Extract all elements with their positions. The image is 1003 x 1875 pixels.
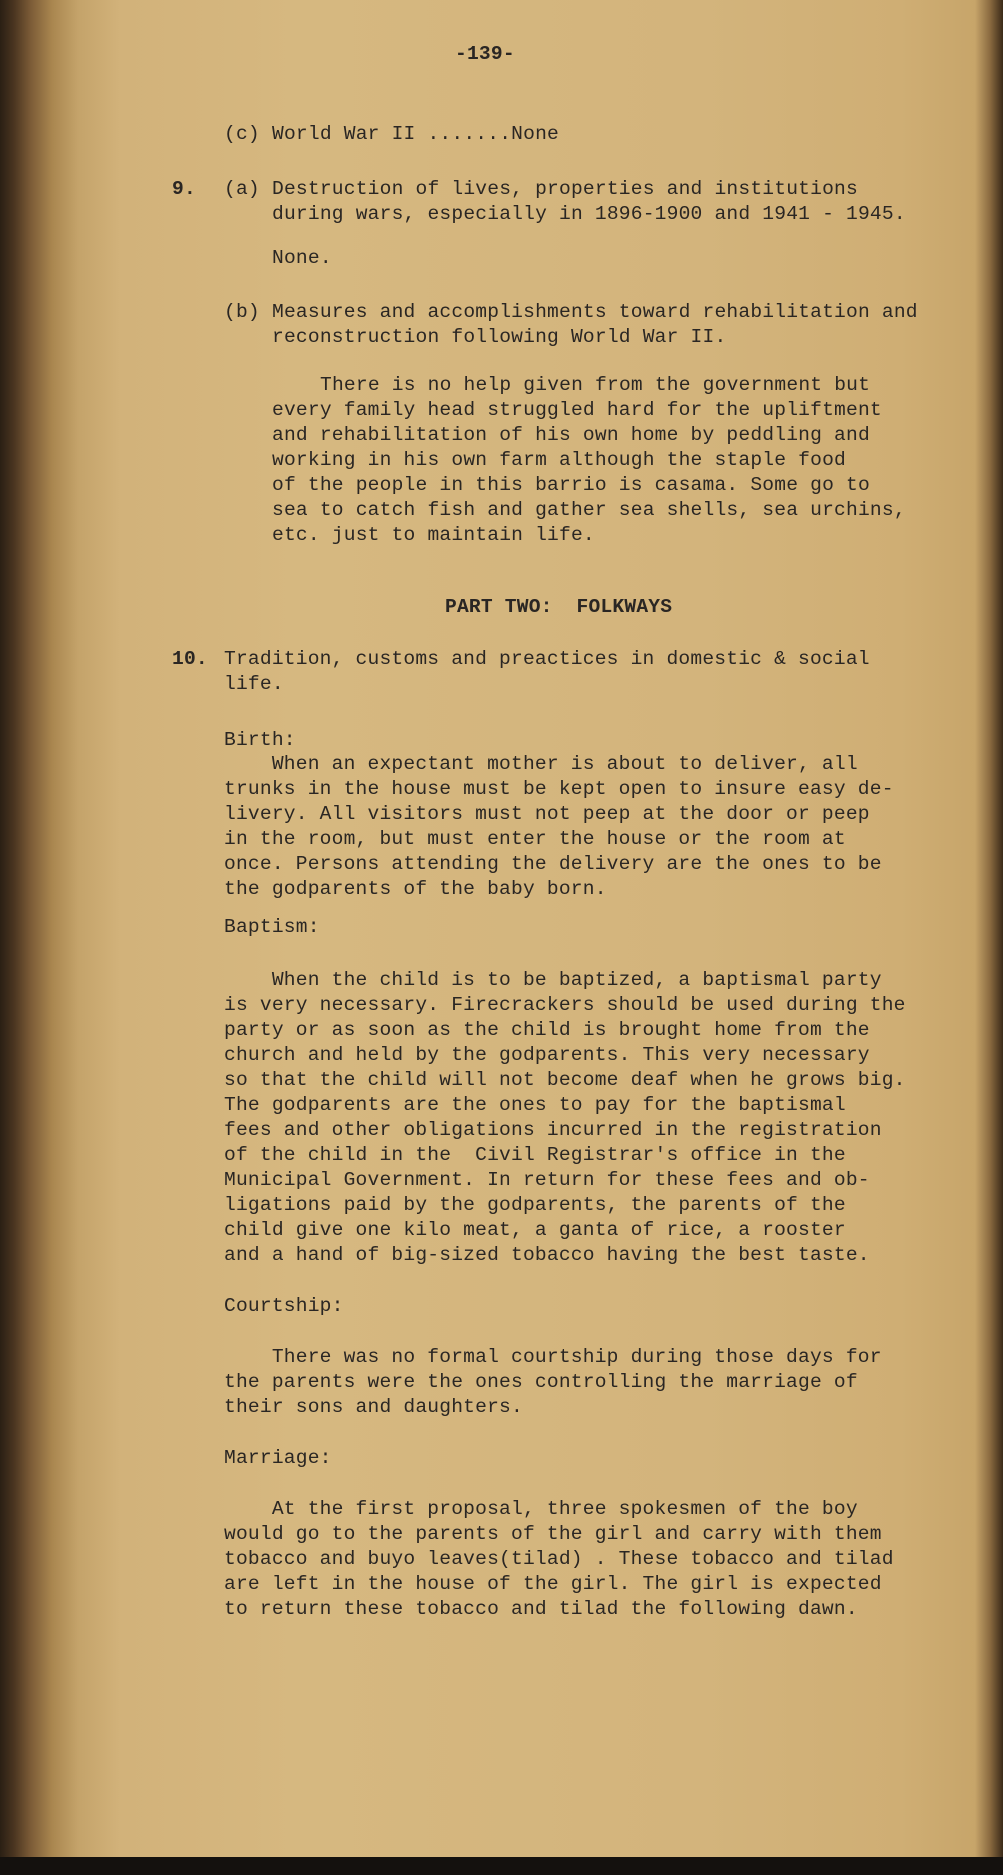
item-9a-line: during wars, especially in 1896-1900 and 1941 - 1945. xyxy=(272,203,906,225)
baptism-line: is very necessary. Firecrackers should be used during the xyxy=(224,994,906,1016)
baptism-line: Municipal Government. In return for these fees and ob- xyxy=(224,1169,870,1191)
baptism-line: church and held by the godparents. This very necessary xyxy=(224,1044,870,1066)
item-10-number: 10. xyxy=(172,648,208,670)
item-9b-answer-line: of the people in this barrio is casama. Some go to xyxy=(272,474,870,496)
item-9b-answer-line: working in his own farm although the staple food xyxy=(272,449,846,471)
birth-heading: Birth: xyxy=(224,729,296,751)
baptism-line: of the child in the Civil Registrar's office in the xyxy=(224,1144,846,1166)
marriage-line: are left in the house of the girl. The girl is expected xyxy=(224,1573,882,1595)
birth-line: When an expectant mother is about to deliver, all xyxy=(224,753,858,775)
marriage-line: At the first proposal, three spokesmen of the boy xyxy=(224,1498,858,1520)
baptism-line: party or as soon as the child is brought home from the xyxy=(224,1019,870,1041)
birth-line: once. Persons attending the delivery are the ones to be xyxy=(224,853,882,875)
baptism-heading: Baptism: xyxy=(224,916,320,938)
courtship-heading: Courtship: xyxy=(224,1295,344,1317)
item-c-label: (c) xyxy=(224,123,260,145)
item-9b-line: reconstruction following World War II. xyxy=(272,326,727,348)
baptism-line: child give one kilo meat, a ganta of rice, a rooster xyxy=(224,1219,846,1241)
birth-line: the godparents of the baby born. xyxy=(224,878,607,900)
item-9a-line: Destruction of lives, properties and institutions xyxy=(272,178,858,200)
baptism-line: fees and other obligations incurred in the registration xyxy=(224,1119,882,1141)
birth-line: livery. All visitors must not peep at the door or peep xyxy=(224,803,870,825)
item-9b-answer-line: sea to catch fish and gather sea shells, sea urchins, xyxy=(272,499,906,521)
item-9b-line: Measures and accomplishments toward rehabilitation and xyxy=(272,301,918,323)
marriage-heading: Marriage: xyxy=(224,1447,332,1469)
item-9b-label: (b) xyxy=(224,301,260,323)
item-9b-answer-line: There is no help given from the government but xyxy=(320,374,871,396)
item-10-line: life. xyxy=(224,673,284,695)
marriage-line: to return these tobacco and tilad the following dawn. xyxy=(224,1598,858,1620)
item-9a-answer: None. xyxy=(272,247,332,269)
courtship-line: their sons and daughters. xyxy=(224,1396,523,1418)
baptism-line: ligations paid by the godparents, the parents of the xyxy=(224,1194,846,1216)
item-10-line: Tradition, customs and preactices in domestic & social xyxy=(224,648,870,670)
item-9b-answer-line: etc. just to maintain life. xyxy=(272,524,595,546)
part-two-heading: PART TWO: FOLKWAYS xyxy=(445,596,673,618)
baptism-line: and a hand of big-sized tobacco having the best taste. xyxy=(224,1244,870,1266)
item-9a-label: (a) xyxy=(224,178,260,200)
birth-line: in the room, but must enter the house or the room at xyxy=(224,828,846,850)
courtship-line: the parents were the ones controlling the marriage of xyxy=(224,1371,858,1393)
baptism-line: The godparents are the ones to pay for the baptismal xyxy=(224,1094,846,1116)
courtship-line: There was no formal courtship during those days for xyxy=(224,1346,882,1368)
marriage-line: tobacco and buyo leaves(tilad) . These tobacco and tilad xyxy=(224,1548,894,1570)
baptism-line: so that the child will not become deaf when he grows big. xyxy=(224,1069,906,1091)
marriage-line: would go to the parents of the girl and carry with them xyxy=(224,1523,882,1545)
birth-line: trunks in the house must be kept open to insure easy de- xyxy=(224,778,894,800)
item-9b-answer-line: every family head struggled hard for the upliftment xyxy=(272,399,882,421)
item-9b-answer-line: and rehabilitation of his own home by peddling and xyxy=(272,424,870,446)
baptism-line: When the child is to be baptized, a baptismal party xyxy=(224,969,882,991)
item-9-number: 9. xyxy=(172,178,196,200)
item-c-text: World War II .......None xyxy=(272,123,559,145)
page-number: -139- xyxy=(455,43,515,65)
